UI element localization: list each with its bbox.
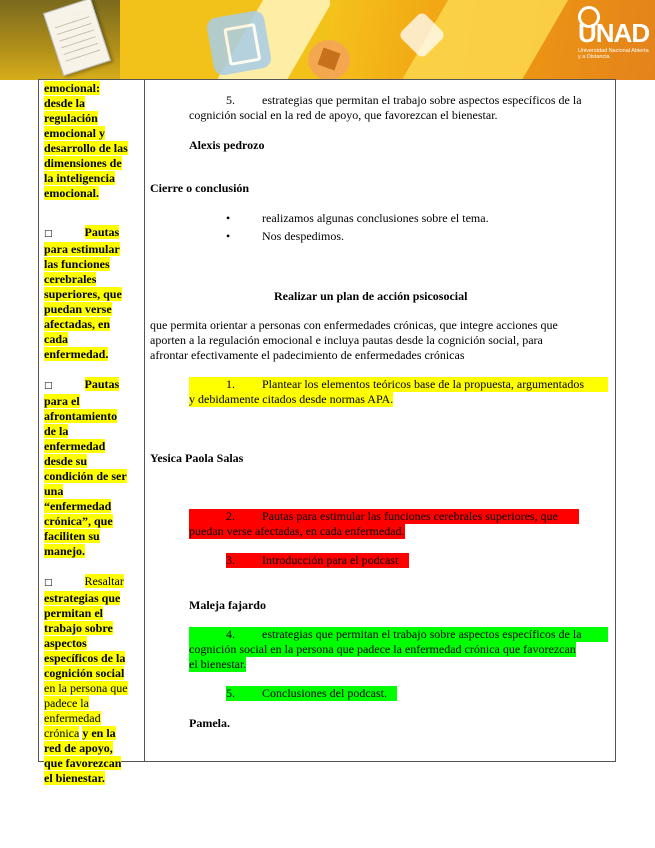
left-line: superiores, que <box>44 287 122 301</box>
member-name: Pamela. <box>189 716 230 730</box>
book-icon <box>308 40 350 80</box>
clipboard-icon <box>205 9 272 76</box>
left-line: regulación <box>44 111 98 125</box>
task1-line: y debidamente citados desde normas APA. <box>189 392 394 406</box>
closing-heading: Cierre o conclusión <box>150 181 250 195</box>
left-line: crónica”, que <box>44 514 113 528</box>
left-line: trabajo sobre <box>44 621 113 635</box>
left-line: la inteligencia <box>44 171 115 185</box>
left-line: cerebrales <box>44 272 97 286</box>
left-line: faciliten su <box>44 529 100 543</box>
left-line: “enfermedad <box>44 499 112 513</box>
left-line: desde su <box>44 454 88 468</box>
page-header <box>0 0 655 80</box>
item5-line: estrategias que permitan el trabajo sobre aspectos específicos de la <box>262 93 582 107</box>
left-line: para el <box>44 394 80 408</box>
column-divider <box>144 80 145 761</box>
plan-heading: Realizar un plan de acción psicosocial <box>274 289 468 303</box>
left-line: el bienestar. <box>44 771 105 785</box>
left-line: crónica <box>44 726 80 740</box>
bullet-icon: • <box>226 211 231 225</box>
left-line: puedan verse <box>44 302 112 316</box>
task4-line: cognición social en la persona que padece la enfermedad crónica que favorezcan <box>189 642 576 656</box>
left-line: cada <box>44 332 68 346</box>
left-line: afectadas, en <box>44 317 110 331</box>
left-line: que favorezcan <box>44 756 122 770</box>
task1-line: Plantear los elementos teóricos base de la propuesta, argumentados <box>262 377 585 391</box>
logo-text: UNAD <box>578 18 650 48</box>
left-line: Pautas <box>84 225 120 239</box>
left-line: emocional. <box>44 186 99 200</box>
task4-number: 4. <box>226 627 235 641</box>
left-line: Pautas <box>84 377 120 391</box>
left-line: aspectos <box>44 636 87 650</box>
task2-number: 2. <box>226 509 235 523</box>
member-name: Maleja fajardo <box>189 598 266 612</box>
checkbox-icon: □ <box>44 578 53 588</box>
plan-text-line: aporten a la regulación emocional e incluya pautas desde la cognición social, para <box>150 333 543 347</box>
task2-line: puedan verse afectadas, en cada enfermedad. <box>189 524 405 538</box>
left-line: dimensiones de <box>44 156 122 170</box>
task3-line: Introducción para el podcast <box>262 553 399 567</box>
left-line: de la <box>44 424 69 438</box>
left-line: emocional y <box>44 126 105 140</box>
left-line: específicos de la <box>44 651 126 665</box>
left-line: para estimular <box>44 242 120 256</box>
member-name: Alexis pedrozo <box>189 138 265 152</box>
content-table <box>38 79 616 785</box>
task1-number: 1. <box>226 377 235 391</box>
item5-line: cognición social en la red de apoyo, que favorezcan el bienestar. <box>189 108 498 122</box>
bullet-item: realizamos algunas conclusiones sobre el tema. <box>262 211 489 225</box>
member-name: Yesica Paola Salas <box>150 451 244 465</box>
left-line: condición de ser <box>44 469 127 483</box>
task5-line: Conclusiones del podcast. <box>262 686 387 700</box>
left-line: permitan el <box>44 606 103 620</box>
left-line: enfermedad. <box>44 347 109 361</box>
left-line: Resaltar <box>84 574 124 588</box>
left-line: manejo. <box>44 544 85 558</box>
left-line: padece la <box>44 696 89 710</box>
left-line: una <box>44 484 64 498</box>
checkbox-icon: □ <box>44 381 53 391</box>
checkbox-icon: □ <box>44 229 53 239</box>
item5-number: 5. <box>226 93 235 107</box>
left-line: estrategias que <box>44 591 121 605</box>
left-line: cognición social <box>44 666 125 680</box>
task5-number: 5. <box>226 686 235 700</box>
left-column <box>44 81 140 786</box>
left-line: emocional: <box>44 81 100 95</box>
left-line: afrontamiento <box>44 409 118 423</box>
left-line: enfermedad <box>44 439 106 453</box>
left-line: enfermedad <box>44 711 101 725</box>
unad-logo <box>572 6 650 62</box>
bullet-icon: • <box>226 229 231 243</box>
plan-text-line: afrontar efectivamente el padecimiento de enfermedades crónicas <box>150 348 465 362</box>
plan-text-line: que permita orientar a personas con enfermedades crónicas, que integre acciones que <box>150 318 558 332</box>
bullet-item: Nos despedimos. <box>262 229 344 243</box>
task4-line: estrategias que permitan el trabajo sobre aspectos específicos de la <box>262 627 582 641</box>
left-line: en la persona que <box>44 681 128 695</box>
task2-line: Pautas para estimular las funciones cerebrales superiores, que <box>262 509 558 523</box>
left-line: y en la <box>82 726 116 740</box>
left-line: red de apoyo, <box>44 741 113 755</box>
logo-subtitle: Universidad Nacional Abierta y a Distancia <box>578 48 649 60</box>
left-line: las funciones <box>44 257 110 271</box>
left-line: desde la <box>44 96 86 110</box>
left-line: desarrollo de las <box>44 141 128 155</box>
task3-number: 3. <box>226 553 235 567</box>
task4-line: el bienestar. <box>189 657 247 671</box>
